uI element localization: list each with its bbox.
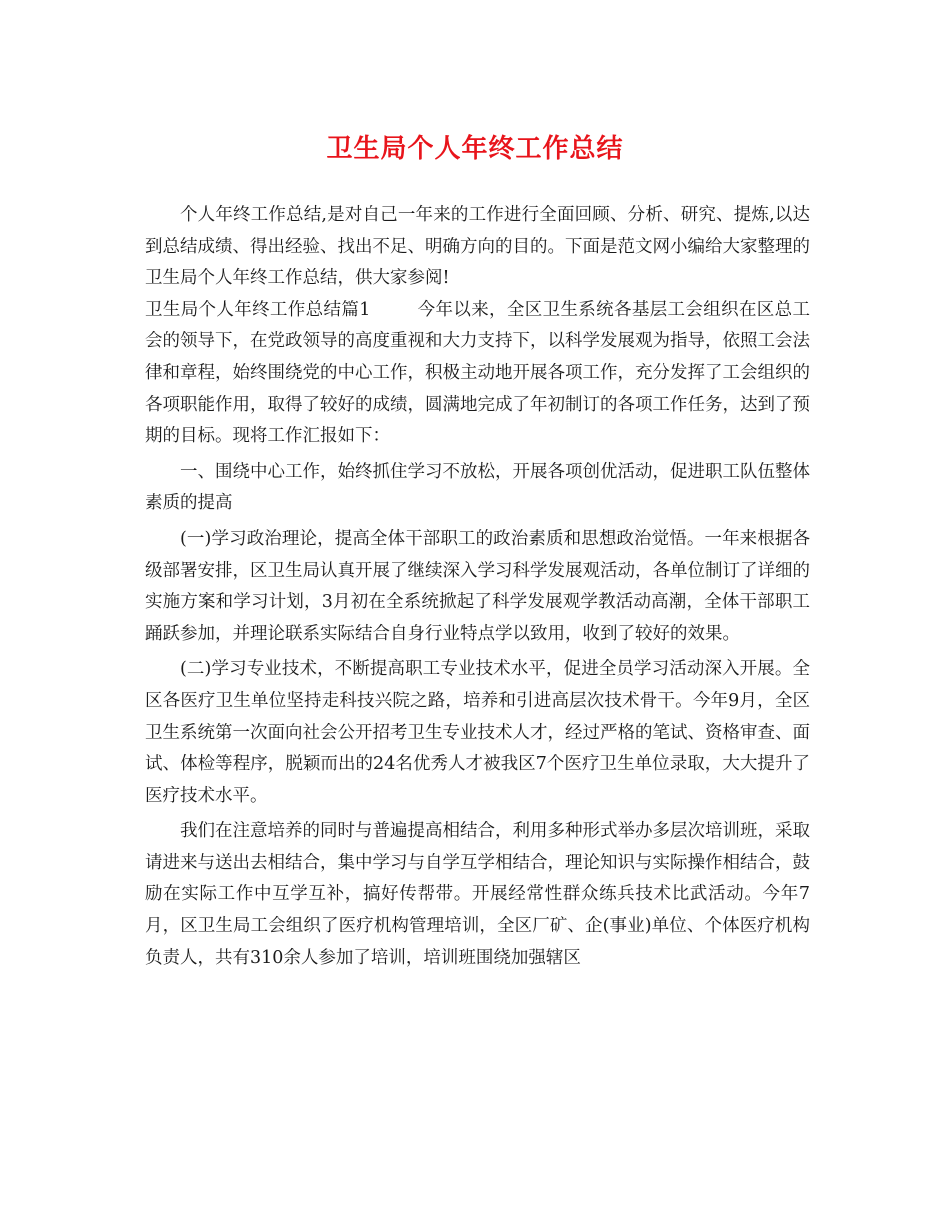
paragraph-3: (二)学习专业技术，不断提高职工专业技术水平，促进全员学习活动深入开展。全区各医疗卫生单位坚持走科技兴院之路，培养和引进高层次技术骨干。今年9月，全区卫生系统第一次面向社会公开招考卫生专业技术人才，经过严格的笔试、资格审查、面试、体检等程序，脱颖而出的24名优秀人才被我区7个医疗卫生单位录取，大大提升了医疗技术水平。 bbox=[145, 659, 810, 806]
document-title: 卫生局个人年终工作总结 bbox=[326, 134, 624, 164]
section-heading: 卫生局个人年终工作总结篇1 bbox=[145, 299, 371, 320]
document-body bbox=[145, 200, 810, 978]
intro-paragraph: 个人年终工作总结,是对自己一年来的工作进行全面回顾、分析、研究、提炼,以达到总结成绩、得出经验、找出不足、明确方向的目的。下面是范文网小编给大家整理的卫生局个人年终工作总结，供大家参阅! bbox=[145, 205, 810, 289]
paragraph-4: 我们在注意培养的同时与普遍提高相结合，利用多种形式举办多层次培训班，采取请进来与送出去相结合，集中学习与自学互学相结合，理论知识与实际操作相结合，鼓励在实际工作中互学互补，搞好传帮带。开展经常性群众练兵技术比武活动。今年7月，区卫生局工会组织了医疗机构管理培训，全区厂矿、企(事业)单位、个体医疗机构负责人，共有310余人参加了培训，培训班围绕加强辖区 bbox=[145, 821, 810, 968]
section-paragraph bbox=[145, 295, 810, 453]
paragraph-2: (一)学习政治理论，提高全体干部职工的政治素质和思想政治觉悟。一年来根据各级部署安排，区卫生局认真开展了继续深入学习科学发展观活动，各单位制订了详细的实施方案和学习计划，3月初在全系统掀起了科学发展观学教活动高潮，全体干部职工踊跃参加，并理论联系实际结合自身行业特点学以致用，收到了较好的效果。 bbox=[145, 528, 810, 644]
paragraph-1: 一、围绕中心工作，始终抓住学习不放松，开展各项创优活动，促进职工队伍整体素质的提高 bbox=[145, 461, 810, 514]
section-intro: 今年以来，全区卫生系统各基层工会组织在区总工会的领导下，在党政领导的高度重视和大力支持下，以科学发展观为指导，依照工会法律和章程，始终围绕党的中心工作，积极主动地开展各项工作，充分发挥了工会组织的各项职能作用，取得了较好的成绩，圆满地完成了年初制订的各项工作任务，达到了预期的目标。现将工作汇报如下： bbox=[145, 299, 811, 447]
